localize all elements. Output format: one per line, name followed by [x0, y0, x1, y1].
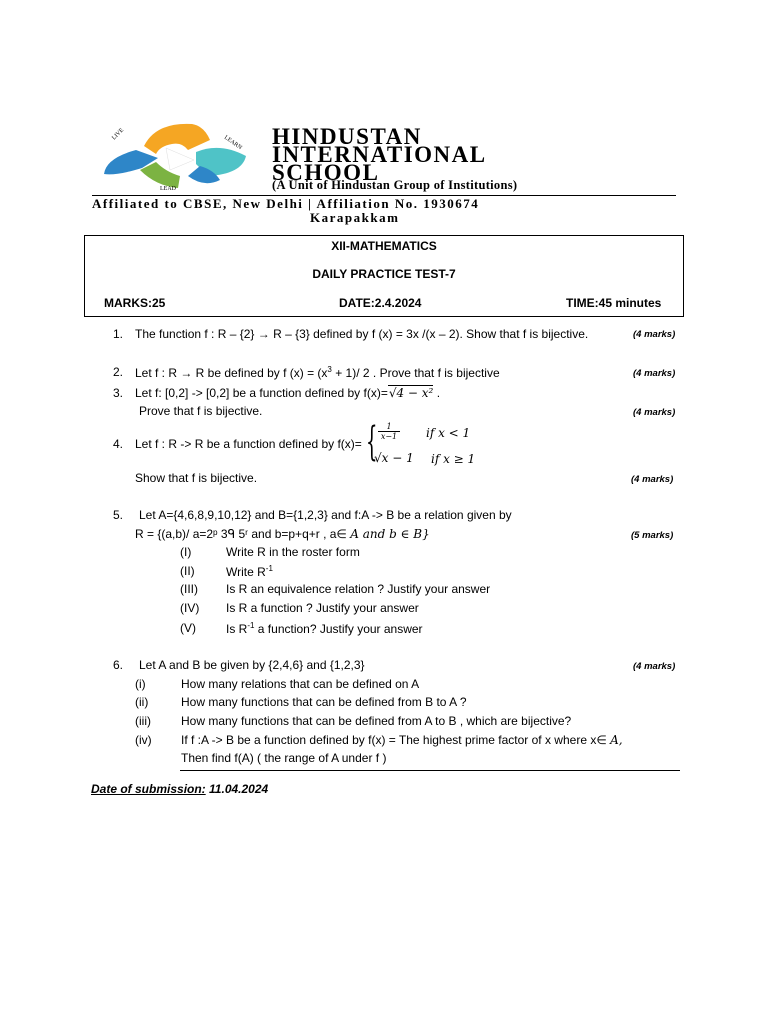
logo-word-learn: LEARN [222, 134, 243, 152]
q6-item-text: How many functions that can be defined from A to B , which are bijective? [181, 714, 572, 728]
bottom-rule [180, 770, 680, 771]
q2-marks: (4 marks) [633, 368, 676, 379]
time-label: TIME:45 minutes [566, 296, 662, 310]
q3-text: Let f: [0,2] -> [0,2] be a function defined by f(x)=√4 − x² . [135, 386, 441, 400]
q5-item-label: (II) [180, 564, 195, 578]
logo-word-live: LIVE [111, 127, 126, 142]
q6-item-line2: Then find f(A) ( the range of A under f ) [181, 751, 387, 765]
q4-text: Let f : R -> R be a function defined by f(x)= [135, 437, 362, 451]
date-label: DATE:2.4.2024 [339, 296, 422, 310]
q6-item-label: (i) [135, 677, 146, 691]
q6-marks: (4 marks) [633, 661, 676, 672]
q1-number: 1. [113, 327, 124, 341]
test-title: DAILY PRACTICE TEST-7 [312, 267, 456, 281]
q5-marks: (5 marks) [631, 530, 674, 541]
q1-marks: (4 marks) [633, 329, 676, 340]
q5-item-label: (IV) [180, 601, 200, 615]
q4-brace: { [366, 419, 378, 465]
q6-item-label: (iv) [135, 733, 152, 747]
q5-number: 5. [113, 508, 124, 522]
q6-item-label: (ii) [135, 695, 149, 709]
q4-marks: (4 marks) [631, 474, 674, 485]
q4-case1-condition: if x < 1 [426, 426, 471, 440]
school-name-line2: INTERNATIONAL [272, 142, 487, 167]
q4-case1-fraction: 1 x−1 [378, 422, 400, 441]
submission-date [91, 782, 268, 796]
submission-value: 11.04.2024 [205, 782, 269, 796]
test-info-box [84, 235, 684, 317]
q6-item-text: How many functions that can be defined from B to A ? [181, 695, 467, 709]
q4-case2-condition: if x ≥ 1 [431, 452, 476, 466]
q3-number: 3. [113, 386, 124, 400]
q4-number: 4. [113, 437, 124, 451]
q4-line2: Show that f is bijective. [135, 471, 258, 485]
q5-item-label: (III) [180, 582, 198, 596]
q6-item-text: If f :A -> B be a function defined by f(x) = The highest prime factor of x where x∈ A, [181, 733, 623, 747]
q5-line2: R = {(a,b)/ a=2ᵖ 3ᑫ 5ʳ and b=p+q+r , a∈ A and b ∈ B} [135, 527, 430, 541]
q5-item-label: (I) [180, 545, 192, 559]
submission-label: Date of submission: [91, 782, 206, 796]
q5-item-text: Write $R^{-1}$ [226, 564, 273, 579]
school-logo [96, 118, 268, 194]
affiliation: Affiliated to CBSE, New Delhi | Affiliation No. 1930674 [92, 196, 480, 211]
q4-case2: √x − 1 [374, 451, 414, 465]
q5-item-text: Is R a function ? Justify your answer [226, 601, 419, 615]
q2-number: 2. [113, 365, 124, 379]
q1-text: The function f : R – {2} → R – {3} defined by f (x) = 3x /(x – 2). Show that f is bijective. [135, 327, 589, 341]
q6-number: 6. [113, 658, 124, 672]
q6-item-label: (iii) [135, 714, 151, 728]
q5-item-text: Write R in the roster form [226, 545, 360, 559]
q6-item-text: How many relations that can be defined on A [181, 677, 420, 691]
q5-text: Let A={4,6,8,9,10,12} and B={1,2,3} and f:A -> B be a relation given by [139, 508, 512, 522]
q5-item-text: Is $R^{-1}$ a function? Justify your answer [226, 621, 423, 636]
marks-label: MARKS:25 [104, 296, 166, 310]
q3-marks: (4 marks) [633, 407, 676, 418]
q5-item-text: Is R an equivalence relation ? Justify your answer [226, 582, 491, 596]
subject-title: XII-MATHEMATICS [331, 239, 437, 253]
q6-text: Let A and B be given by {2,4,6} and {1,2,3} [139, 658, 365, 672]
school-name-line3: SCHOOL [272, 160, 380, 185]
logo-word-lead: LEAD [160, 186, 176, 192]
q3-line2: Prove that f is bijective. [139, 404, 263, 418]
q5-item-label: (V) [180, 621, 196, 635]
school-unit: (A Unit of Hindustan Group of Institutions) [272, 178, 518, 192]
location: Karapakkam [310, 210, 400, 225]
q2-text: Let f : R → R be defined by f $(x) = (x^3 + 1)/$ 2 . Prove that f is bijective [135, 365, 500, 380]
school-name-line1: HINDUSTAN [272, 124, 422, 149]
